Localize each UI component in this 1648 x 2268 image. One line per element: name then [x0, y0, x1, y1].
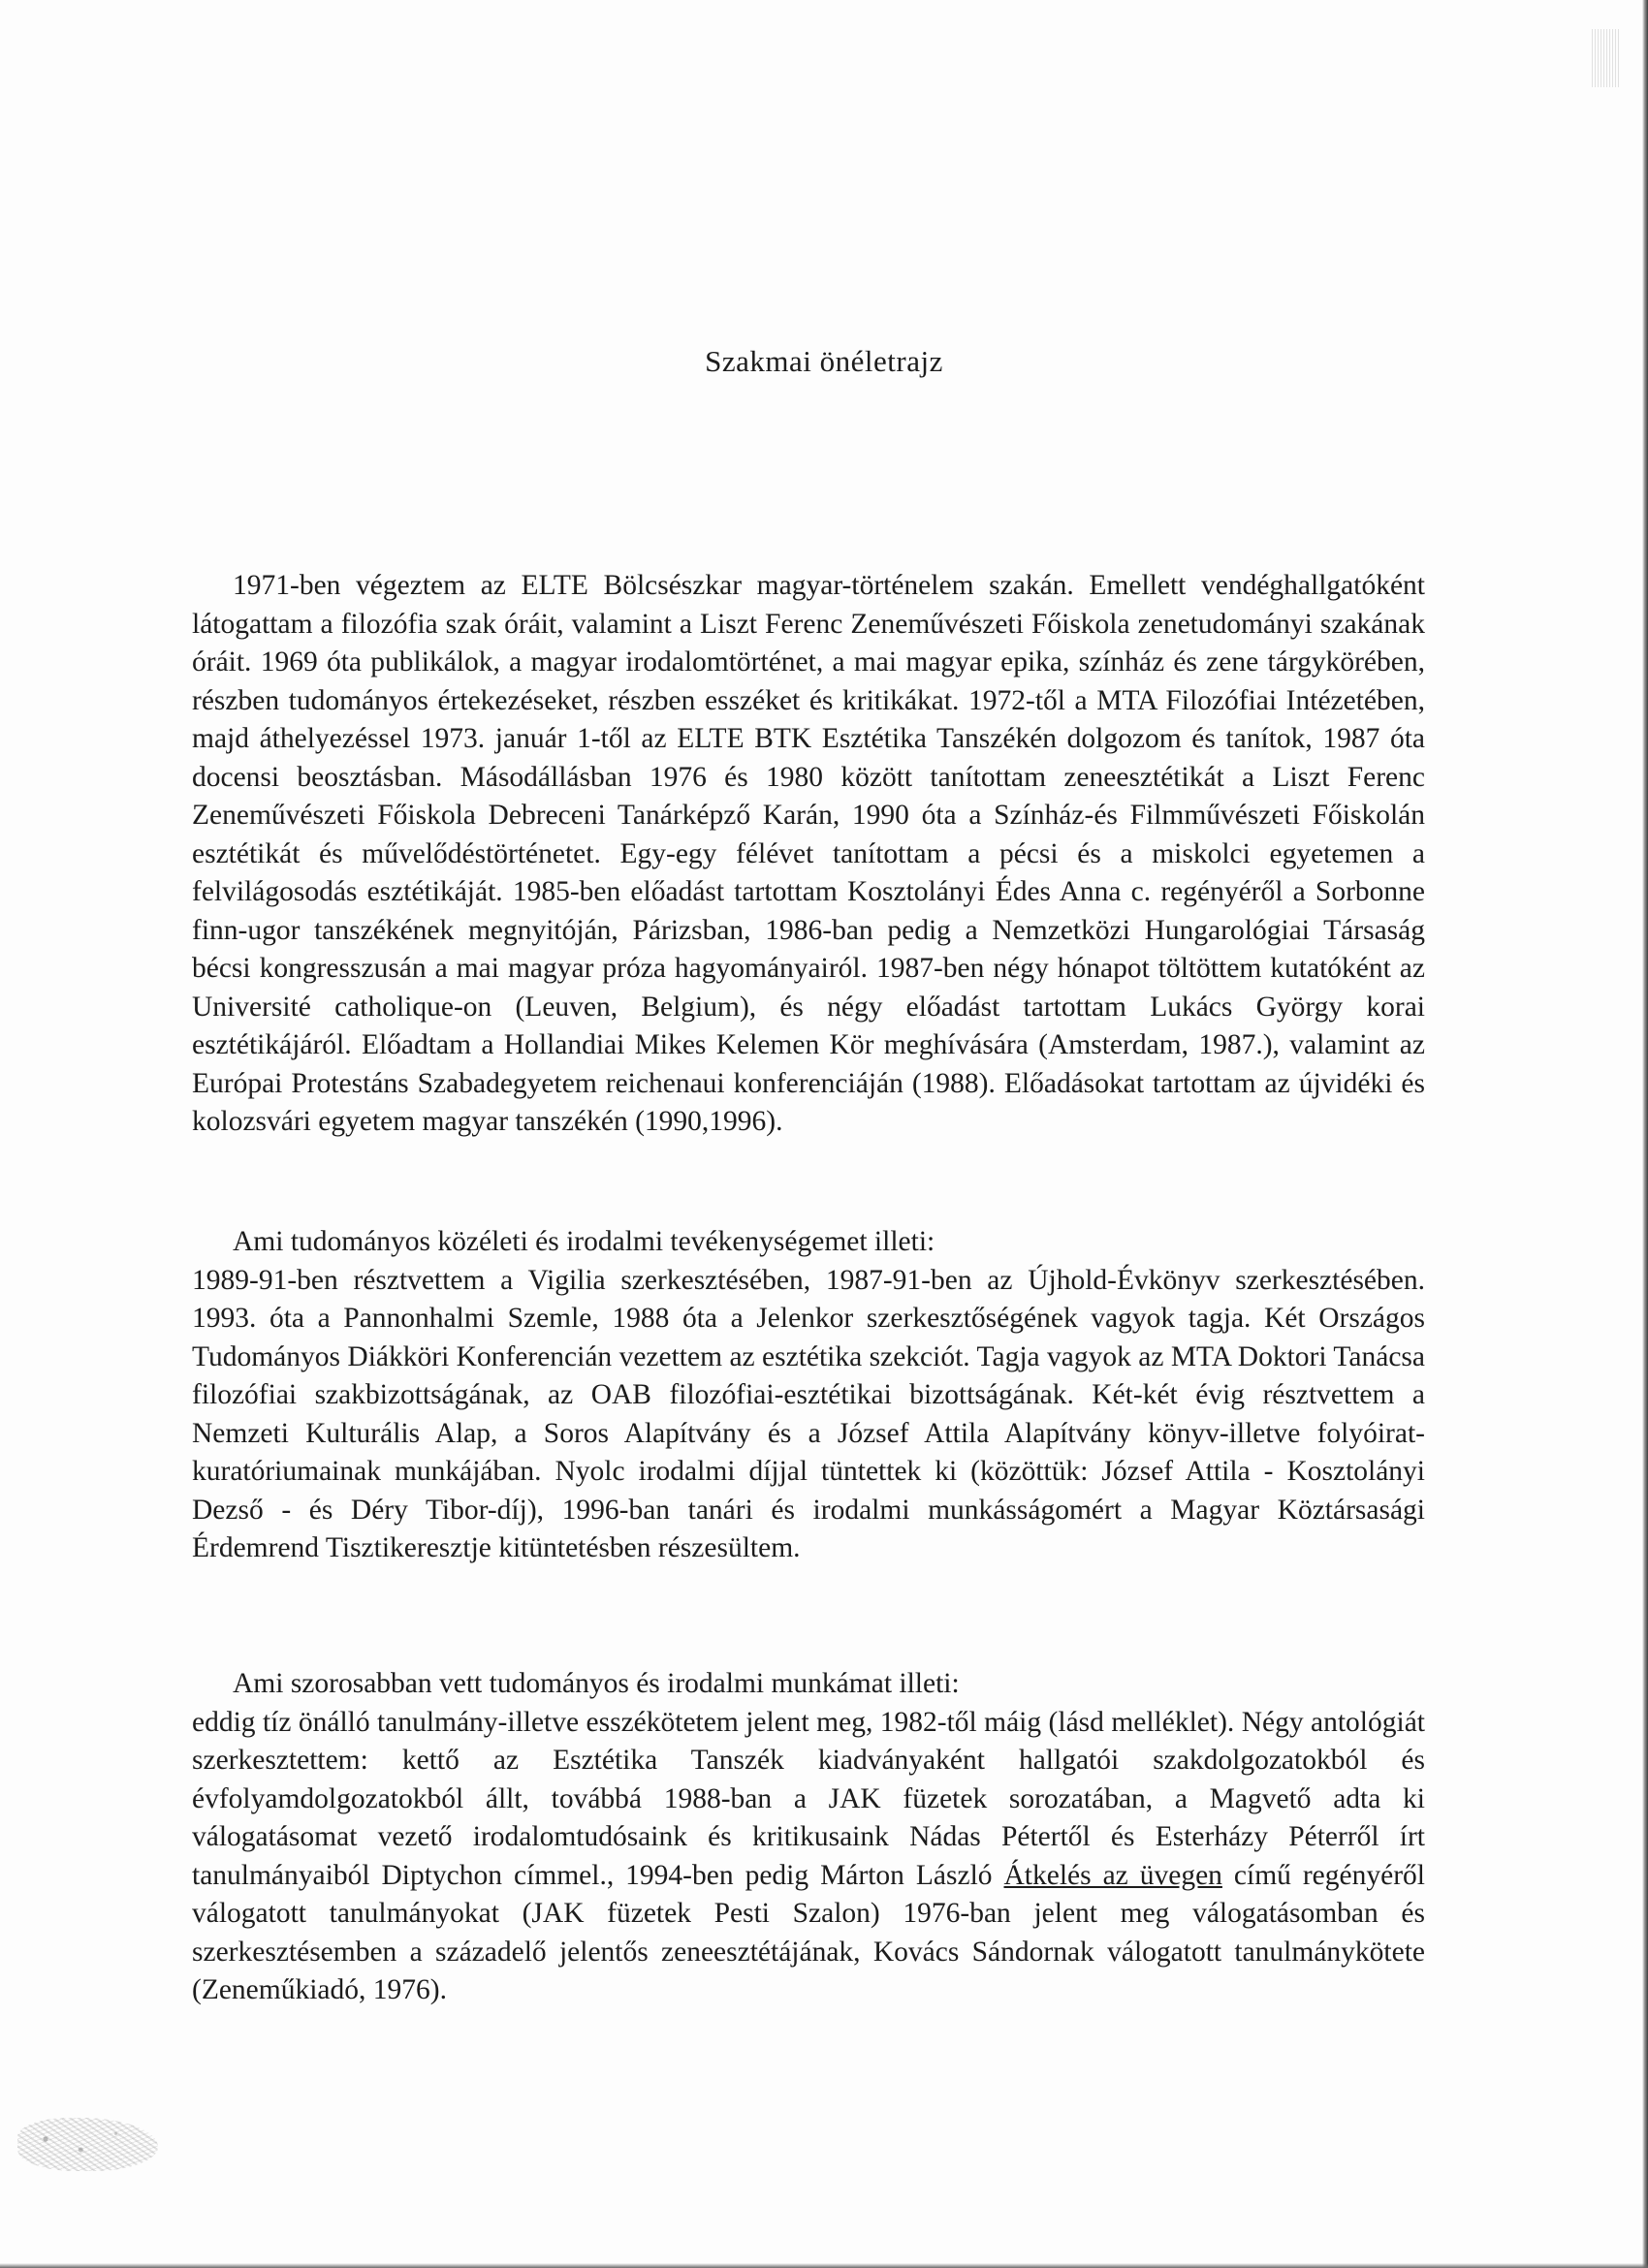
page-title: Szakmai önéletrajz — [705, 344, 943, 378]
paragraph-public-activity — [192, 1223, 1425, 1568]
scan-artifact-corner — [1592, 29, 1619, 87]
paragraph-career — [192, 567, 1425, 1142]
paragraph-scholarly-work-text — [192, 1704, 1425, 2010]
paragraph-public-activity-text: 1989-91-ben résztvettem a Vigilia szerkesztésében, 1987-91-ben az Újhold-Évkönyv szerkesztésében. 1993. óta a Pannonhalmi Szemle, 1988 óta a Jelenkor szerkesztőségének vagyok tagja. Két Országos Tudományos Diákköri Konferencián vezettem az esztétika szekciót. Tagja vagyok az MTA Doktori Tanácsa filozófiai szakbizottságának, az OAB filozófiai-esztétikai bizottságának. Két-két évig résztvettem a Nemzeti Kulturális Alap, a Soros Alapítvány és a József Attila Alapítvány könyv-illetve folyóirat-kuratóriumainak munkájában. Nyolc irodalmi díjjal tüntettek ki (közöttük: József Attila - Kosztolányi Dezső - és Déry Tibor-díj), 1996-ban tanári és irodalmi munkásságomért a Magyar Köztársasági Érdemrend Tisztikeresztje kitüntetésben részesültem. — [192, 1264, 1425, 1563]
scan-edge-bottom — [0, 2263, 1648, 2268]
scholarly-work-text-a: eddig tíz önálló tanulmány-illetve esszékötetem jelent meg, 1982-től máig (lásd melléklet). Négy antológiát szerkesztettem: kettő az Esztétika Tanszék kiadványaként hallgatói szakdolgozatokból és évfolyamdolgozatokból állt, továbbá 1988-ban a JAK füzetek sorozatában, a Magvető adta ki válogatásomat vezető irodalomtudósaink és kritikusaink Nádas Pétertől és Esterházy Péterről írt tanulmányaiból Diptychon címmel., 1994-ben pedig Márton László — [192, 1706, 1425, 1891]
book-title-underlined: Átkelés az üvegen — [1003, 1859, 1222, 1891]
scan-artifact-speckle — [17, 2118, 158, 2171]
paragraph-public-activity-heading: Ami tudományos közéleti és irodalmi tevékenységemet illeti: — [233, 1226, 935, 1257]
scan-edge-right — [1642, 0, 1648, 2268]
paragraph-career-text: 1971-ben végeztem az ELTE Bölcsészkar magyar-történelem szakán. Emellett vendéghallgatóként látogattam a filozófia szak óráit, valamint a Liszt Ferenc Zeneművészeti Főiskola zenetudományi szakának óráit. 1969 óta publikálok, a magyar irodalomtörténet, a mai magyar epika, színház és zene tárgykörében, részben tudományos értekezéseket, részben esszéket és kritikákat. 1972-től a MTA Filozófiai Intézetében, majd áthelyezéssel 1973. január 1-től az ELTE BTK Esztétika Tanszékén dolgozom és tanítok, 1987 óta docensi beosztásban. Másodállásban 1976 és 1980 között tanítottam zeneesztétikát a Liszt Ferenc Zeneművészeti Főiskola Debreceni Tanárképző Karán, 1990 óta a Színház-és Filmművészeti Főiskolán esztétikát és művelődéstörténetet. Egy-egy félévet tanítottam a pécsi és a miskolci egyetemen a felvilágosodás esztétikáját. 1985-ben előadást tartottam Kosztolányi Édes Anna c. regényéről a Sorbonne finn-ugor tanszékének megnyitóján, Párizsban, 1986-ban pedig a Nemzetközi Hungarológiai Társaság bécsi kongresszusán a mai magyar próza hagyományairól. 1987-ben négy hónapot töltöttem kutatóként az Université catholique-on (Leuven, Belgium), és négy előadást tartottam Lukács György korai esztétikájáról. Előadtam a Hollandiai Mikes Kelemen Kör meghívására (Amsterdam, 1987.), valamint az Európai Protestáns Szabadegyetem reichenaui konferenciáján (1988). Előadásokat tartottam az újvidéki és kolozsvári egyetem magyar tanszékén (1990,1996). — [192, 570, 1425, 1137]
scholarly-work-text-b: című regényéről válogatott tanulmányokat (JAK füzetek Pesti Szalon) 1976-ban jelent meg válogatásomban és szerkesztésemben a századelő jelentős zeneesztétájának, Kovács Sándornak válogatott tanulmánykötete (Zeneműkiadó, 1976). — [192, 1859, 1425, 2005]
paragraph-scholarly-work — [192, 1665, 1425, 2010]
paragraph-scholarly-work-heading: Ami szorosabban vett tudományos és irodalmi munkámat illeti: — [233, 1668, 960, 1699]
